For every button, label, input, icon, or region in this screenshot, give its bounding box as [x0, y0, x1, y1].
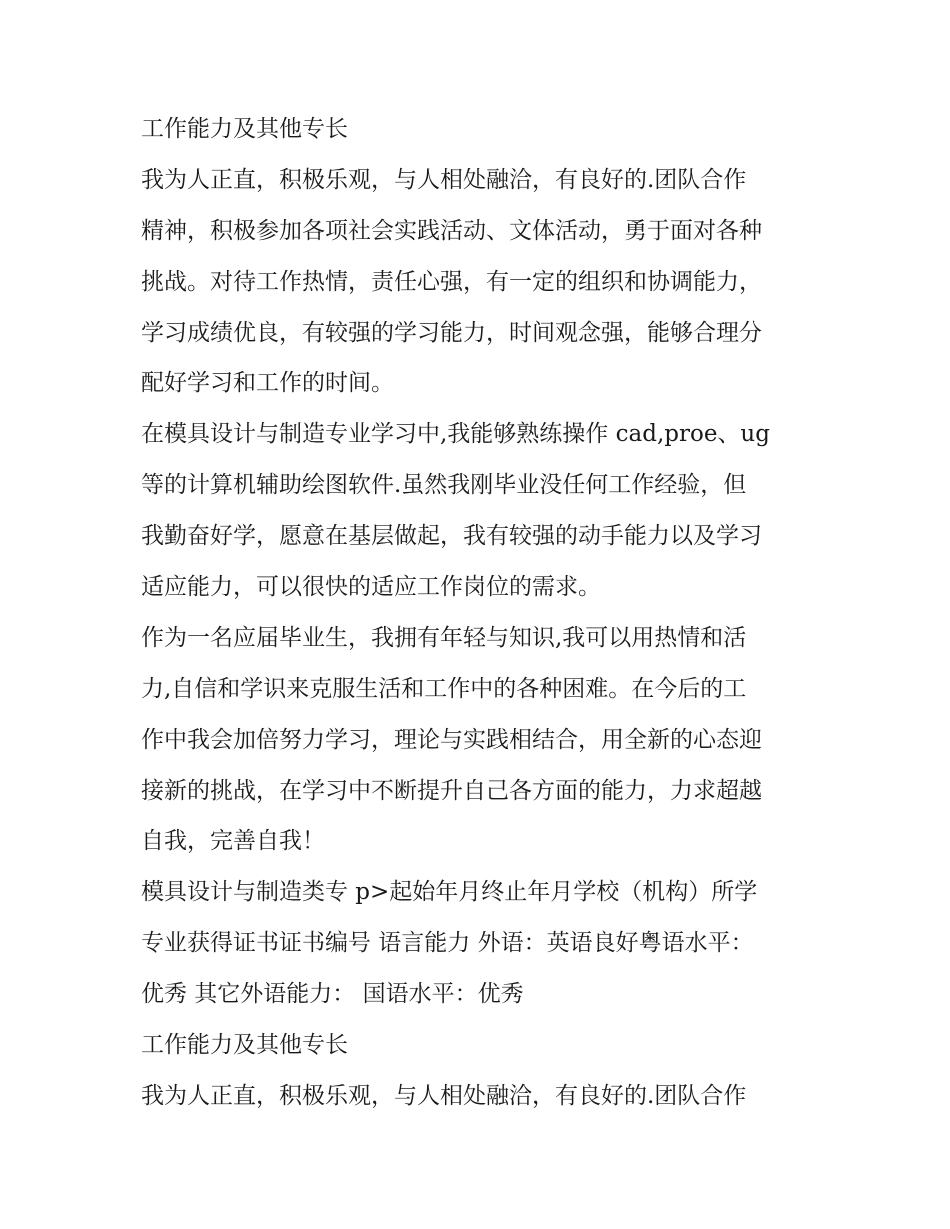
text-line: 作中我会加倍努力学习，理论与实践相结合，用全新的心态迎	[141, 726, 762, 753]
text-line: 在模具设计与制造专业学习中,我能够熟练操作 cad,proe、ug	[141, 421, 770, 448]
heading-work-ability: 工作能力及其他专长	[141, 116, 348, 142]
text-line: 专业获得证书证书编号 语言能力 外语：英语良好粤语水平：	[141, 930, 754, 957]
text-line: 作为一名应届毕业生，我拥有年轻与知识,我可以用热情和活	[141, 624, 747, 651]
text-line: 配好学习和工作的时间。	[141, 370, 394, 397]
text-line: 等的计算机辅助绘图软件.虽然我刚毕业没任何工作经验，但	[141, 472, 747, 499]
text-line: 我勤奋好学，愿意在基层做起，我有较强的动手能力以及学习	[141, 523, 762, 550]
text-line: 自我，完善自我！	[141, 828, 325, 855]
text-line: 优秀 其它外语能力： 国语水平：优秀	[141, 981, 524, 1008]
text-line: 精神，积极参加各项社会实践活动、文体活动，勇于面对各种	[141, 217, 762, 244]
document-body	[141, 104, 821, 1122]
text-line: 适应能力，可以很快的适应工作岗位的需求。	[141, 574, 601, 601]
text-line: 力,自信和学识来克服生活和工作中的各种困难。在今后的工	[141, 675, 747, 702]
text-line: 挑战。对待工作热情，责任心强，有一定的组织和协调能力，	[141, 268, 762, 295]
text-line: 模具设计与制造类专 p>起始年月终止年月学校（机构）所学	[141, 879, 758, 906]
text-line: 我为人正直，积极乐观，与人相处融洽，有良好的.团队合作	[141, 166, 747, 193]
text-line: 接新的挑战，在学习中不断提升自己各方面的能力，力求超越	[141, 777, 762, 804]
text-line: 我为人正直，积极乐观，与人相处融洽，有良好的.团队合作	[141, 1082, 747, 1109]
text-line: 学习成绩优良，有较强的学习能力，时间观念强，能够合理分	[141, 319, 762, 346]
heading-work-ability-repeat: 工作能力及其他专长	[141, 1032, 348, 1059]
